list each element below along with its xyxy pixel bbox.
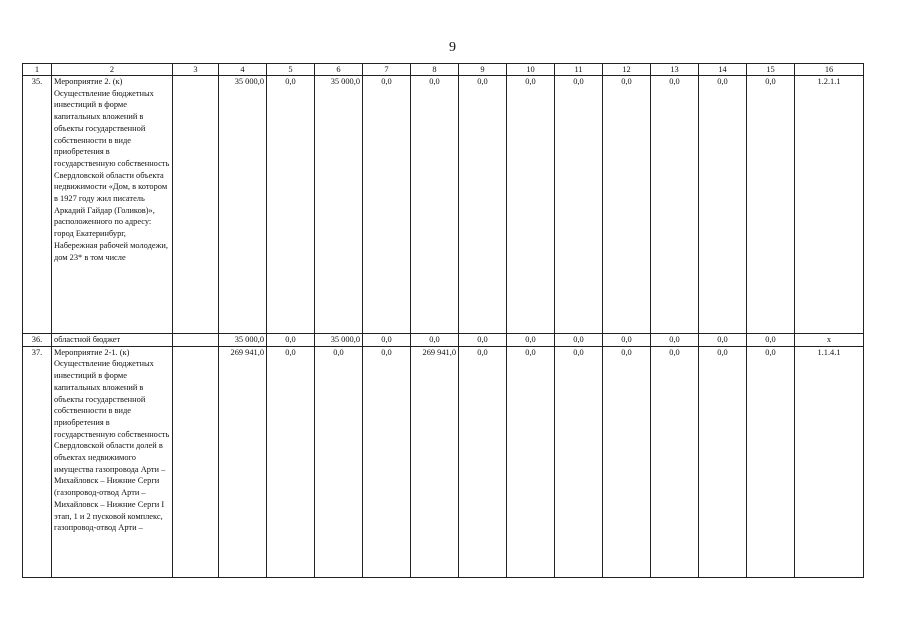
cell-col11: 0,0 [555, 76, 603, 334]
column-header: 1 [23, 64, 52, 76]
cell-col8: 269 941,0 [411, 346, 459, 577]
cell-col13: 0,0 [651, 346, 699, 577]
column-header: 6 [315, 64, 363, 76]
page-number: 9 [449, 40, 456, 55]
cell-col4: 35 000,0 [219, 76, 267, 334]
cell-col5: 0,0 [267, 334, 315, 347]
cell-col9: 0,0 [459, 76, 507, 334]
cell-col6: 0,0 [315, 346, 363, 577]
column-header: 3 [173, 64, 219, 76]
row-name: областной бюджет [52, 334, 173, 347]
cell-col9: 0,0 [459, 334, 507, 347]
cell-col11: 0,0 [555, 334, 603, 347]
table-row [23, 76, 864, 334]
cell-col10: 0,0 [507, 76, 555, 334]
column-header: 8 [411, 64, 459, 76]
cell-col4: 269 941,0 [219, 346, 267, 577]
cell-col15: 0,0 [747, 346, 795, 577]
column-header: 9 [459, 64, 507, 76]
cell-col3 [173, 334, 219, 347]
table-row [23, 346, 864, 577]
column-header: 13 [651, 64, 699, 76]
cell-col3 [173, 76, 219, 334]
cell-col4: 35 000,0 [219, 334, 267, 347]
cell-col13: 0,0 [651, 334, 699, 347]
cell-col14: 0,0 [699, 346, 747, 577]
cell-col14: 0,0 [699, 76, 747, 334]
cell-col7: 0,0 [363, 76, 411, 334]
row-name: Мероприятие 2. (к) Осуществление бюджетных инвестиций в форме капитальных вложений в объекты государственной собственности в виде приобретения в государственную собственность Свердловской области объекта недвижимости «Дом, в котором в 1927 году жил писатель Аркадий Гайдар (Голиков)», расположенного по адресу: город Екатеринбург, Набережная рабочей молодежи, дом 23* в том числе [52, 76, 173, 334]
row-number: 37. [23, 346, 52, 577]
cell-col12: 0,0 [603, 334, 651, 347]
cell-col12: 0,0 [603, 346, 651, 577]
cell-col7: 0,0 [363, 346, 411, 577]
cell-col5: 0,0 [267, 346, 315, 577]
cell-col3 [173, 346, 219, 577]
column-header: 2 [52, 64, 173, 76]
row-name: Мероприятие 2-1. (к) Осуществление бюджетных инвестиций в форме капитальных вложений в объекты государственной собственности в виде приобретения в государственную собственность Свердловской области долей в объектах недвижимого имущества газопровода Арти – Михайловск – Нижние Серги (газопровод-отвод Арти – Михайловск – Нижние Серги I этап, 1 и 2 пусковой комплекс, газопровод-отвод Арти – [52, 346, 173, 577]
cell-col13: 0,0 [651, 76, 699, 334]
budget-table [22, 63, 864, 578]
cell-col16: 1.1.4.1 [795, 346, 864, 577]
cell-col15: 0,0 [747, 76, 795, 334]
column-header: 10 [507, 64, 555, 76]
row-number: 36. [23, 334, 52, 347]
column-header: 4 [219, 64, 267, 76]
column-header: 7 [363, 64, 411, 76]
header-row [23, 64, 864, 76]
cell-col10: 0,0 [507, 346, 555, 577]
column-header: 11 [555, 64, 603, 76]
cell-col7: 0,0 [363, 334, 411, 347]
column-header: 15 [747, 64, 795, 76]
cell-col16: 1.2.1.1 [795, 76, 864, 334]
cell-col6: 35 000,0 [315, 334, 363, 347]
column-header: 14 [699, 64, 747, 76]
column-header: 5 [267, 64, 315, 76]
column-header: 12 [603, 64, 651, 76]
cell-col16: x [795, 334, 864, 347]
cell-col9: 0,0 [459, 346, 507, 577]
cell-col6: 35 000,0 [315, 76, 363, 334]
column-header: 16 [795, 64, 864, 76]
cell-col8: 0,0 [411, 334, 459, 347]
cell-col5: 0,0 [267, 76, 315, 334]
cell-col11: 0,0 [555, 346, 603, 577]
table-row [23, 334, 864, 347]
cell-col15: 0,0 [747, 334, 795, 347]
cell-col10: 0,0 [507, 334, 555, 347]
row-number: 35. [23, 76, 52, 334]
cell-col12: 0,0 [603, 76, 651, 334]
cell-col14: 0,0 [699, 334, 747, 347]
cell-col8: 0,0 [411, 76, 459, 334]
